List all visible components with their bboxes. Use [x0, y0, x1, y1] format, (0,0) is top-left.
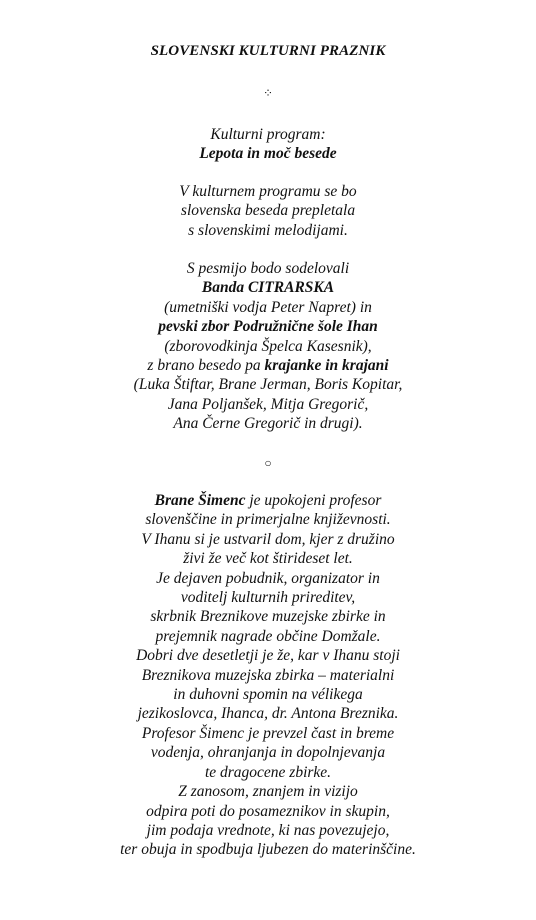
ornament-circle-icon: ○ [264, 456, 272, 470]
bio-line: jim podaja vrednote, ki nas povezujejo, [146, 821, 390, 839]
program-name: Lepota in moč besede [199, 145, 337, 163]
bio-line: Je dejaven pobudnik, organizator in [156, 569, 380, 587]
bio-line: Dobri dve desetletji je že, kar v Ihanu stoji [136, 647, 400, 665]
bio-line: slovenščine in primerjalne književnosti. [145, 511, 391, 529]
bio-line: voditelj kulturnih prireditev, [180, 589, 356, 607]
bio-name: Brane Šimenc [154, 492, 246, 509]
intro-line: slovenska beseda prepletala [180, 202, 356, 220]
intro-line: V kulturnem programu se bo [179, 183, 357, 200]
performers-intro: S pesmijo bodo sodelovali [186, 260, 350, 277]
program-section [0, 125, 536, 164]
reading-prefix: z brano besedo pa [147, 357, 265, 375]
bio-section [0, 491, 536, 860]
reading-line [0, 356, 536, 375]
bio-line: Breznikova muzejska zbirka – materialni [141, 666, 395, 684]
bio-first-line [0, 491, 536, 510]
performers-section [0, 259, 536, 434]
bio-line: Z zanosom, znanjem in vizijo [178, 783, 358, 801]
bio-line: prejemnik nagrade občine Domžale. [155, 627, 381, 645]
bio-line: te dragocene zbirke. [204, 763, 332, 781]
choir-leader: (zborovodkinja Špelca Kasesnik), [164, 337, 372, 355]
bio-line: ter obuja in spodbuja ljubezen do materinščine. [120, 841, 416, 859]
bio-first-line-rest: je upokojeni profesor [245, 492, 382, 509]
reading-performers: krajanke in krajani [264, 357, 389, 375]
bio-line: skrbnik Breznikove muzejske zbirke in [150, 608, 386, 626]
band-leader: (umetniški vodja Peter Napret) in [164, 298, 372, 316]
intro-section [0, 182, 536, 240]
bio-line: V Ihanu si je ustvaril dom, kjer z družino [141, 530, 395, 548]
bio-line: Profesor Šimenc je prevzel čast in breme [141, 724, 395, 742]
program-label: Kulturni program: [210, 126, 326, 143]
bio-line: živi že več kot štirideset let. [183, 550, 353, 568]
people-line: (Luka Štiftar, Brane Jerman, Boris Kopitar, [133, 376, 403, 394]
people-line: Ana Černe Gregorič in drugi). [173, 415, 363, 433]
ornament-dots-icon: ⁘ [262, 86, 274, 100]
bio-line: vodenja, ohranjanja in dopolnjevanja [150, 744, 386, 762]
bio-line: in duhovni spomin na vélikega [173, 686, 363, 704]
bio-line: jezikoslovca, Ihanca, dr. Antona Breznika. [137, 705, 399, 723]
intro-line: s slovenskimi melodijami. [188, 221, 348, 239]
bio-line: odpira poti do posameznikov in skupin, [146, 802, 390, 820]
people-line: Jana Poljanšek, Mitja Gregorič, [167, 395, 369, 413]
band-name: Banda CITRARSKA [201, 279, 335, 297]
choir-name: pevski zbor Podružnične šole Ihan [158, 318, 378, 336]
page-title: SLOVENSKI KULTURNI PRAZNIK [150, 43, 386, 59]
